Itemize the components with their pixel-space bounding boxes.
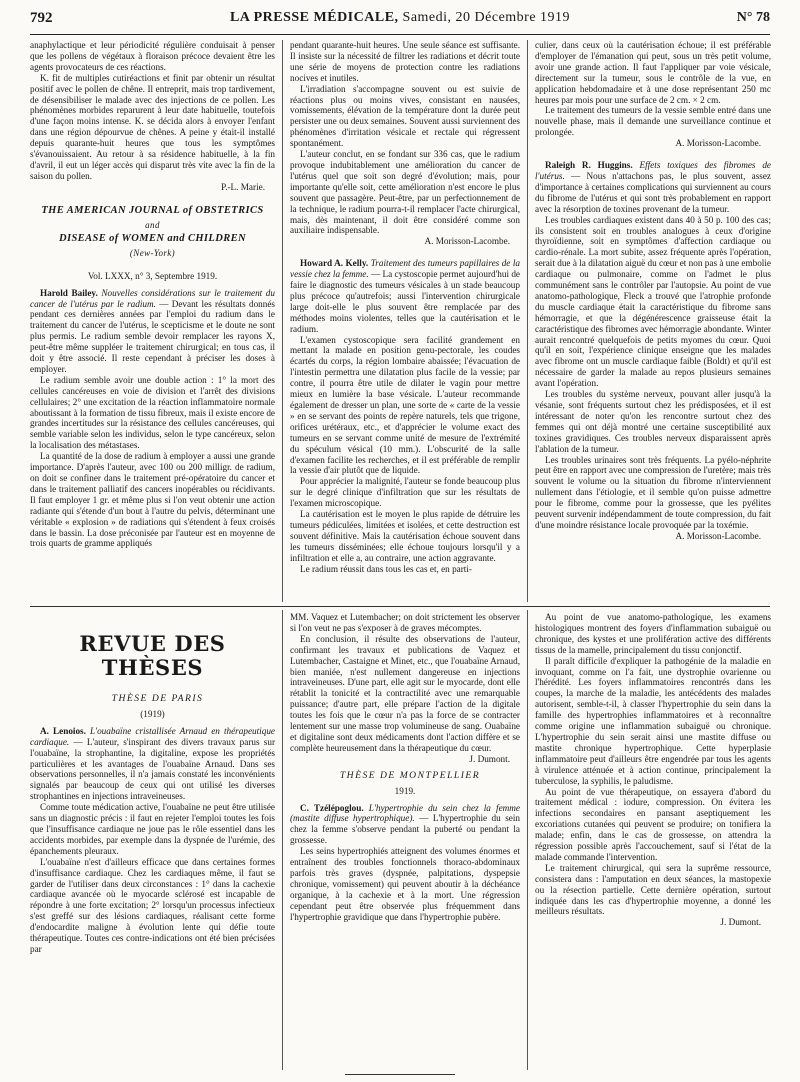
article-author: Harold Bailey. — [40, 287, 98, 298]
paragraph: La quantité de la dose de radium à employer a aussi une grande importance. D'après l'auteur, avec 100 ou 200 milligr. de radium, on doit se confiner dans le traitement pré-opératoire du cancer et dans le traitement palliatif des cancers inopérables ou récidivants. Il faut employer 1 gr. et même plus si l'on veut obtenir une action radiante qui s'étende d'un bout à l'autre du pelvis, déterminant une véritable « explosion » de radiations qui s'étendent à feux croisés dans le bassin. La dose préconisée par l'auteur est en moyenne de trois quarts de gramme appliqués — [30, 451, 275, 549]
article-body: — Devant les résultats donnés pendant ces dernières années par l'emploi du radium dans le traitement du cancer de l'utérus, le scepticisme et le doute ne sont plus permis. Le radium semble devoir remplacer les rayons X, peut-être même suppléer le traitement chirurgical; en tous cas, il doit y être associé. Il reste cependant à préciser les doses à employer. — [30, 298, 275, 374]
paragraph: L'examen cystoscopique sera facilité grandement en mettant la malade en position genu-pectorale, les coudes écartés du corps, la région lombaire abaissée; l'évacuation de l'intestin permettra une dilatation plus facile de la vessie; par contre, il pourra être utile de dilater le vagin pour mettre mieux en lumière la base vésicale. L'auteur recommande également de dresser un plan, une sorte de « carte de la vessie » en se servant des points de repère naturels, tels que trigone, orifices urétéraux, etc., et d'apprécier le volume exact des tumeurs en se servant comme unité de mesure de l'extrémité du spéculum vésical (10 mm.). L'obscurité de la salle d'examen facilite les recherches, et il est préférable de remplir la vessie d'air plutôt que de liquide. — [290, 334, 520, 476]
page-number: 792 — [30, 10, 53, 26]
article-title: Effets toxiques des fibromes de l'utérus. — [535, 160, 771, 181]
article-title: Nouvelles considérations sur le traitement du cancer de l'utérus par le radium. — [30, 287, 275, 309]
top-column-1 — [30, 40, 275, 602]
paragraph: Les seins hypertrophiés atteignent des volumes énormes et entraînent des troubles fonctionnels thoraco-abdominaux parfois très graves (dyspnée, palpitations, dyspepsie chronique, vomissement) qui peuvent aboutir à la déchéance organique, à la cachexie et à la mort. Une régression cependant peut être observée plus fréquemment dans l'hypertrophie gravidique que dans l'hypertrophie pubère. — [290, 846, 520, 922]
article-body: — L'auteur, s'inspirant des divers travaux parus sur l'ouabaïne, la strophantine, la digitaline, expose les propriétés particulières et les avantages de l'ouabaïne Arnaud. Dans ses observations personnelles, il n'a jamais constaté les inconvénients signalés par beaucoup de ceux qui ont utilisé les diverses strophantines en injections intraveineuses. — [30, 736, 275, 802]
top-column-3 — [535, 40, 771, 602]
these-heading: THÈSE DE MONTPELLIER — [339, 769, 481, 781]
signature: A. Morisson-Lacombe. — [675, 530, 761, 541]
volume-line: Vol. LXXX, n° 3, Septembre 1919. — [87, 270, 218, 281]
paragraph: Le traitement des tumeurs de la vessie semble entré dans une nouvelle phase, mais il demande une surveillance continue et prolongée. — [535, 105, 771, 138]
article-author: Howard A. Kelly. — [300, 258, 369, 269]
signature: J. Dumont. — [469, 753, 510, 764]
column-divider — [282, 610, 283, 1070]
article-title: Traitement des tumeurs papillaires de la vessie chez la femme. — [290, 258, 520, 280]
paragraph: Le traitement chirurgical, qui sera la suprême ressource, consistera dans : l'amputation en deux séances, la mastopexie ou la résection partielle. Cette dernière opération, surtout indiquée dans les cas d'hypertrophie moyenne, a donné les meilleurs résultats. — [535, 862, 771, 917]
top-column-2 — [290, 40, 520, 602]
article-author: C. Tzélépoglou. — [300, 802, 364, 813]
signature: J. Dumont. — [720, 917, 761, 928]
journal-title-line: THE AMERICAN JOURNAL of OBSTETRICS — [41, 204, 264, 216]
paragraph: Comme toute médication active, l'ouabaïne ne peut être utilisée sans un diagnostic précis : il faut en rejeter l'emploi toutes les fois que l'insuffisance cardiaque ne joue pas le rôle essentiel dans les accidents morbides, par exemple dans la dyspnée de l'urémie, des épanchements pleuraux. — [30, 802, 275, 856]
running-title — [30, 10, 770, 26]
article-author: A. Lenoios. — [40, 725, 86, 736]
paragraph: culier, dans ceux où la cautérisation échoue; il est préférable d'employer de l'émanation qui peut, sous un très petit volume, avoir une grande action. Il faut l'appliquer par voie vésicale, directement sur la tumeur, sous le contrôle de la vue, en application hebdomadaire et à une dose représentant 250 mc heures par mois pour une surface de 2 cm. × 2 cm. — [535, 40, 771, 105]
column-divider — [527, 40, 528, 602]
paragraph: Au point de vue thérapeutique, on essayera d'abord du traitement médical : iodure, compression. On évitera les infections secondaires en pansant aseptiquement les excoriations cutanées qui peuvent se produire; on tonifiera la malade; enfin, dans le cas de grossesse, on attendra la régression possible après l'accouchement, sauf si l'état de la malade commande l'intervention. — [535, 786, 771, 862]
bottom-column-3 — [535, 612, 771, 1070]
journal-title-line: and — [145, 219, 160, 230]
journal-title-line: DISEASE of WOMEN and CHILDREN — [58, 232, 247, 244]
article-paragraph — [290, 258, 520, 334]
these-heading: THÈSE DE PARIS — [111, 693, 204, 704]
paragraph: anaphylactique et leur périodicité régulière conduisait à penser que les pollens de végétaux à floraison précoce devaient être les agents provocateurs de ces réactions. — [30, 40, 275, 72]
paragraph: Les troubles cardiaques existent dans 40 à 50 p. 100 des cas; ils consistent soit en troubles analogues à ceux d'origine thyroïdienne, soit en symptômes d'affection cardiaque ou cardio-rénale. La mort subite, assez fréquente après l'opération, serait due à la dilatation aiguë du cœur et non pas à une embolie cardiaque ou pulmonaire, comme on l'admet le plus communément sans le contrôler par l'autopsie. Au point de vue anatomo-pathologique, Fleck a trouvé que l'atrophie profonde du muscle cardiaque était la caractéristique du fibrome sans hémorragie, et que la dégénérescence graisseuse était la caractéristique des fibromes avec hémorragie abondante. Winter aurait rencontré quelquefois de petits myomes du cœur. Quoi qu'il en soit, l'expérience clinique enseigne que les malades avec fibrome ont un muscle cardiaque faible (Boldt) et qu'il est nécessaire de garder la malade au repos plusieurs semaines avant l'opération. — [535, 214, 771, 389]
footer-rule — [345, 1074, 455, 1075]
article-paragraph — [290, 803, 520, 847]
issue-date: Samedi, 20 Décembre 1919 — [402, 10, 571, 25]
paragraph: Les troubles du système nerveux, pouvant aller jusqu'à la vésanie, sont fréquents surtout chez les prédisposées, et il est intéressant de noter qu'on les rencontre surtout chez des femmes qui ont déjà montré une certaine susceptibilité aux toxines gravidiques. Ces troubles nerveux disparaissent après l'ablation de la tumeur. — [535, 389, 771, 454]
section-title: REVUE DES THÈSES — [79, 631, 226, 680]
column-divider — [527, 610, 528, 1070]
paragraph: L'auteur conclut, en se fondant sur 336 cas, que le radium provoque indubitablement une amélioration du cancer de l'utérus quel que soit son degré d'évolution; mais, pour importante qu'elle soit, cette amélioration n'est encore le plus souvent que passagère. Peut-être, par un perfectionnement de la technique, le radium pourra-t-il remplacer l'acte chirurgical, mais, dès maintenant, il doit être considéré comme son auxiliaire indispensable. — [290, 149, 520, 236]
article-body: — L'hypertrophie du sein chez la femme s'observe pendant la puberté ou pendant la grossesse. — [290, 813, 520, 846]
article-body: — La cystoscopie permet aujourd'hui de faire le diagnostic des tumeurs vésicales à un stade beaucoup plus précoce qu'autrefois; aussi l'intervention chirurgicale large doit-elle le plus souvent être remplacée par des méthodes moins violentes, telles que la cautérisation et le radium. — [290, 269, 520, 334]
article-paragraph — [30, 726, 275, 802]
paragraph: Le radium réussit dans tous les cas et, en parti- — [300, 563, 472, 574]
paragraph: Pour apprécier la malignité, l'auteur se fonde beaucoup plus sur le degré clinique d'infiltration que sur les résultats de l'examen microscopique. — [290, 476, 520, 509]
paragraph: Les troubles urinaires sont très fréquents. La pyélo-néphrite peut être en rapport avec une compression de l'uretère; mais très souvent le volume ou la situation du fibrome n'interviennent nullement dans l'étiologie, et il semble qu'on puisse admettre pour le fibrome, comme pour la grossesse, que les pyélites peuvent survenir indépendamment de toute compression, du fait d'une moindre résistance locale provoquée par la toxémie. — [535, 454, 771, 530]
paragraph: Au point de vue anatomo-pathologique, les examens histologiques montrent des foyers d'inflammation subaiguë ou chronique, des kystes et une prolifération active des différents tissus de la mamelle, principalement du tissu conjonctif. — [535, 612, 771, 655]
journal-name: LA PRESSE MÉDICALE, — [229, 10, 399, 25]
bottom-column-1 — [30, 612, 275, 1070]
paragraph: K. fit de multiples cutiréactions et finit par obtenir un résultat positif avec le pollen de chêne. Il entreprit, mais trop tardivement, de désensibiliser le malade avec des injections de ce pollen. Les phénomènes morbides reparurent à leur date habituelle, toutefois d'une façon moins intense. K. se décida alors à envoyer l'enfant dans une région dépourvue de chênes. A peine y était-il installé depuis quarante-huit heures que tous les symptômes s'évanouissaient. Au retour à sa résidence habituelle, à la fin d'avril, il eut un léger accès qui disparut très vite avec la fin de la saison du pollen. — [30, 72, 275, 181]
paragraph: Il paraît difficile d'expliquer la pathogénie de la maladie en invoquant, comme on l'a fait, une dystrophie ovarienne ou l'hérédité. Les foyers inflammatoires rencontrés dans les coupes, la marche de la maladie, les antécédents des malades autorisent, semble-t-il, à classer l'hypertrophie du sein dans la famille des hypertrophies inflammatoires et à reconnaître comme origine une inflammation subaiguë ou chronique. L'hypertrophie du sein serait ainsi une mastite diffuse ou mastite chronique hypertrophique. Cette hyperplasie inflammatoire peut d'ailleurs être engendrée par tous les agents à virulence atténuée et à action continue, principalement la tuberculose, la syphilis, le paludisme. — [535, 655, 771, 786]
journal-heading — [30, 204, 275, 260]
paragraph: En conclusion, il résulte des observations de l'auteur, confirmant les travaux et publications de Vaquez et Lutembacher, Castaigne et Minet, etc., que l'ouabaïne Arnaud, bien maniée, n'est nullement dangereuse en injections intraveineuses. D'une part, elle agit sur le myocarde, dont elle rétablit la tonicité et la contractilité avec une remarquable puissance; d'autre part, elle prépare l'action de la digitale toutes les fois que le cœur n'a pas la force de se contracter lentement sur une masse trop volumineuse de sang. Ouabaïne et digitaline sont deux médicaments dont l'action diffère et se complète heureusement dans la thérapeutique du cœur. — [290, 633, 520, 753]
journal-city: (New-York) — [129, 247, 176, 258]
signature: A. Morisson-Lacombe. — [675, 138, 761, 149]
page-header — [30, 8, 770, 32]
article-author: Raleigh R. Huggins. — [545, 160, 633, 171]
article-title: L'hypertrophie du sein chez la femme (mastite diffuse hypertrophique). — [290, 802, 520, 824]
article-paragraph — [30, 288, 275, 375]
paragraph: Le radium semble avoir une double action : 1° la mort des cellules cancéreuses en voie de division et l'arrêt des divisions cellulaires; 2° une excitation de la réaction inflammatoire normale aboutissant à la formation de tissu fibreux, mais il existe encore de grandes incertitudes sur la résistance des cellules cancéreuses, qui semble variable selon les individus, selon le type cancéreux, selon la localisation des métastases. — [30, 374, 275, 451]
paragraph: MM. Vaquez et Lutembacher; on doit strictement les observer si l'on veut ne pas s'exposer à de graves mécomptes. — [290, 612, 520, 633]
section-rule — [30, 606, 770, 607]
article-title: L'ouabaïne cristallisée Arnaud en thérapeutique cardiaque. — [30, 725, 275, 747]
signature: A. Morisson-Lacombe. — [424, 236, 510, 247]
signature: P.-L. Marie. — [221, 181, 265, 192]
these-year: 1919. — [394, 785, 416, 796]
paragraph: L'ouabaïne n'est d'ailleurs efficace que dans certaines formes d'insuffisance cardiaque. Chez les cardiaques même, il faut se garder de l'utiliser dans deux circonstances : 1° dans la cachexie cardiaque avancée où le myocarde sclérosé est incapable de répondre à une forte excitation; 2° lorsqu'un processus infectieux s'est greffé sur des lésions cardiaques, réalisant cette forme d'endocardite maligne à évolution lente qui défie toute thérapeutique. Toutes ces contre-indications ont été bien précisées par — [30, 856, 275, 954]
article-paragraph — [535, 160, 771, 215]
column-divider — [282, 40, 283, 602]
header-rule — [30, 34, 770, 35]
paragraph: La cautérisation est le moyen le plus rapide de détruire les tumeurs pédiculées, limitées et isolées, et cette destruction est souvent définitive. Mais la cautérisation échoue souvent dans les tumeurs disséminées; elle échoue toujours lorsqu'il y a infiltration et elle a, au contraire, une action aggravante. — [290, 509, 520, 563]
issue-number: N° 78 — [736, 10, 770, 25]
these-year: (1919) — [140, 708, 165, 719]
paragraph: pendant quarante-huit heures. Une seule séance est suffisante. Il insiste sur la nécessité de filtrer les radiations et décrit toute une série de moyens de protection contre les radiations nocives et inutiles. — [290, 40, 520, 83]
bottom-column-2 — [290, 612, 520, 1070]
article-body: — Nous n'attachons pas, le plus souvent, assez d'importance à certaines complications qui surviennent au cours du fibrome de l'utérus et qui sont très probablement en rapport avec la résorption de toxines provenant de la tumeur. — [535, 170, 771, 214]
paragraph: L'irradiation s'accompagne souvent ou est suivie de réactions plus ou moins vives, consistant en nausées, vomissements, élévation de la température dont la durée peut persister une ou deux semaines. Souvent aussi surviennent des phénomènes d'irritation vésicale et rectale qui régressent spontanément. — [290, 83, 520, 149]
